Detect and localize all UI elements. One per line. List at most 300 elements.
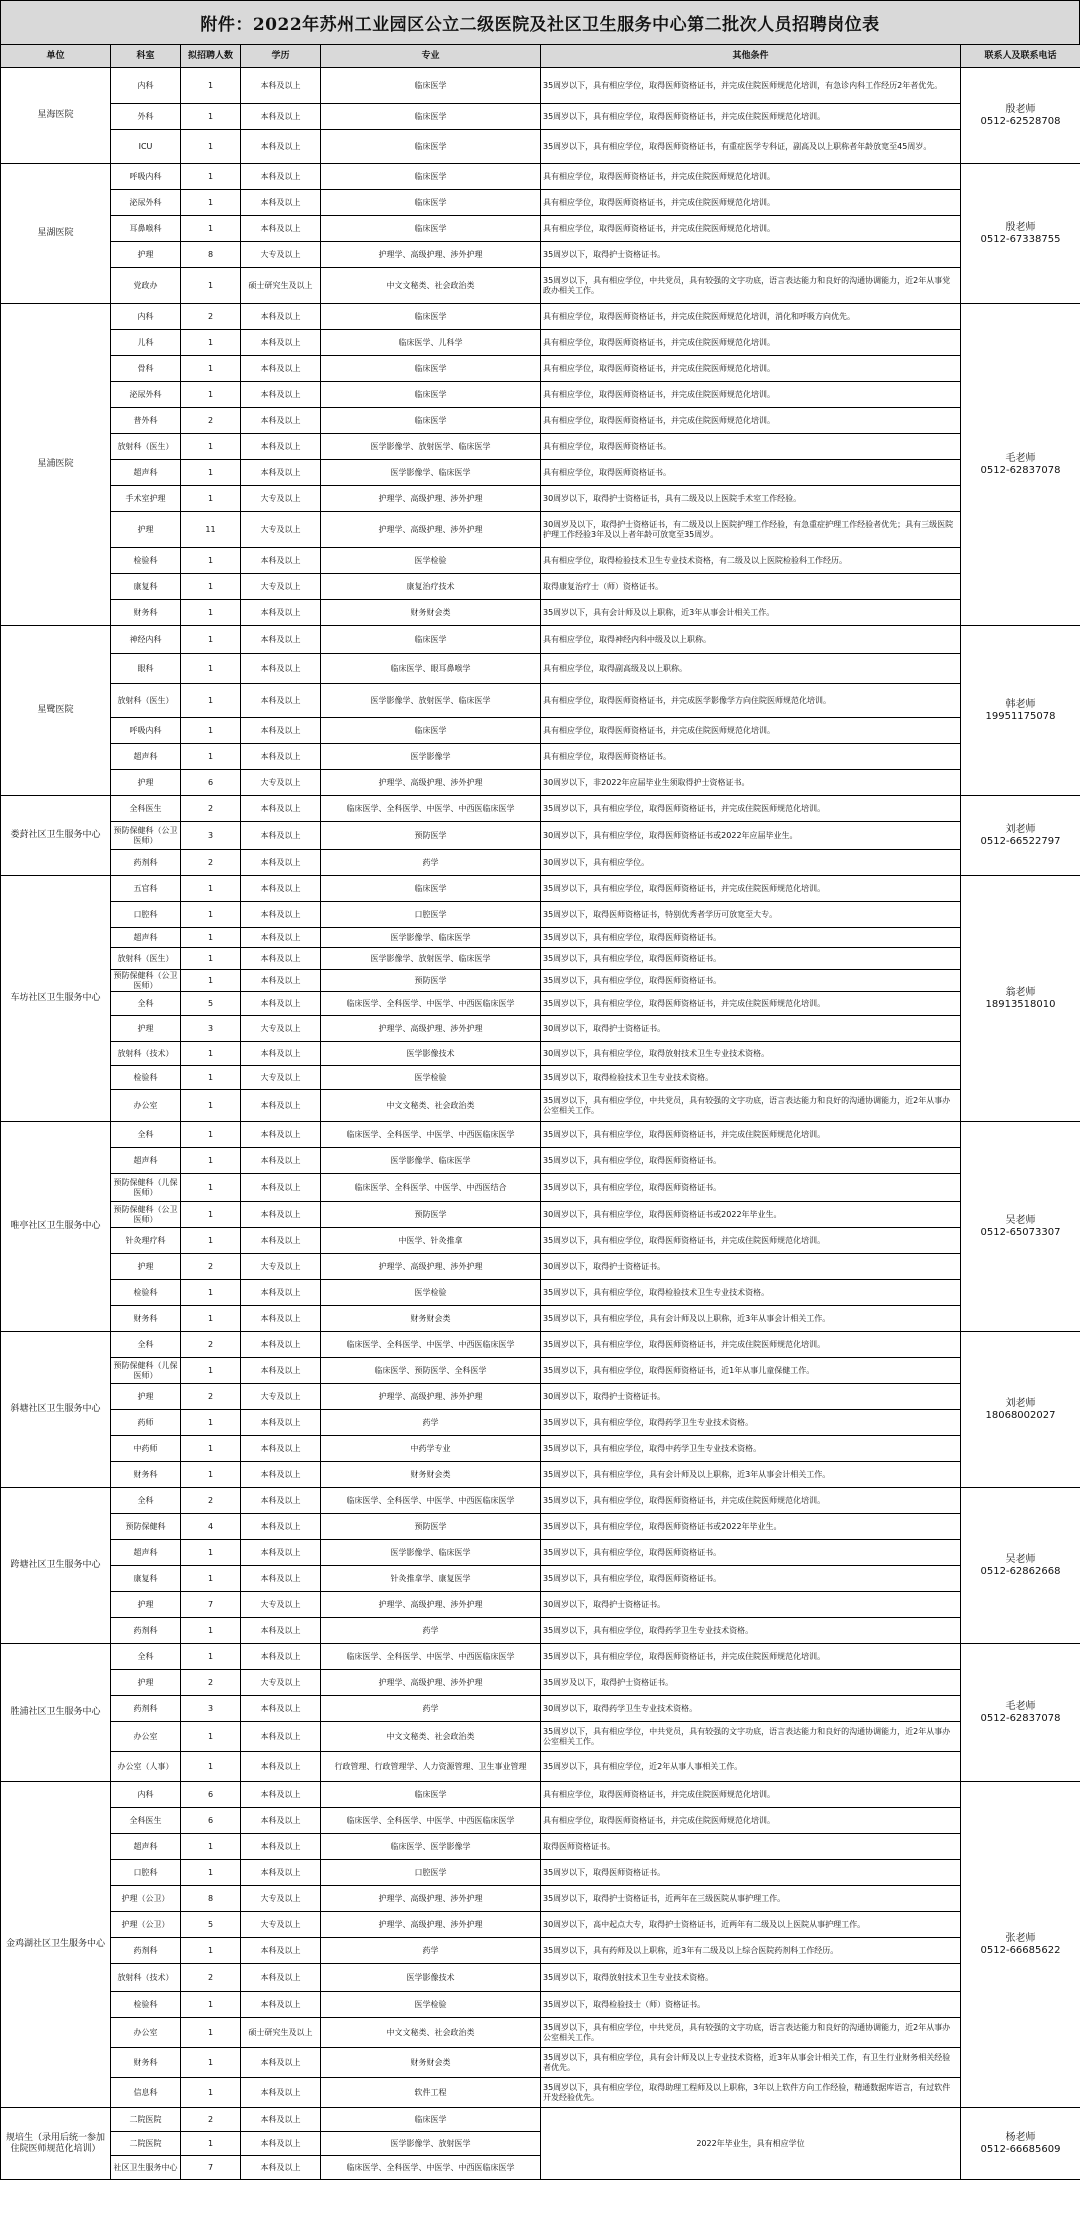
cond-cell: 30周岁以下，取得护士资格证书。 — [541, 1592, 961, 1618]
edu-cell: 本科及以上 — [241, 548, 321, 574]
edu-cell: 本科及以上 — [241, 130, 321, 164]
contact-phone: 0512-67338755 — [980, 233, 1061, 245]
major-cell: 临床医学 — [321, 382, 541, 408]
dept-cell: 手术室护理 — [111, 486, 181, 512]
table-row — [1, 1090, 1080, 1122]
cond-cell: 35周岁以下，取得医师资格证书，特别优秀者学历可放宽至大专。 — [541, 902, 961, 928]
major-cell: 护理学、高级护理、涉外护理 — [321, 1912, 541, 1938]
contact-phone: 0512-62837078 — [980, 464, 1061, 476]
num-cell: 2 — [181, 1254, 241, 1280]
edu-cell: 本科及以上 — [241, 1514, 321, 1540]
num-cell: 2 — [181, 850, 241, 876]
num-cell: 6 — [181, 770, 241, 796]
dept-cell: 内科 — [111, 68, 181, 104]
num-cell: 8 — [181, 1886, 241, 1912]
major-cell: 临床医学 — [321, 190, 541, 216]
num-cell: 1 — [181, 190, 241, 216]
table-row — [1, 970, 1080, 992]
cond-cell: 具有相应学位，取得医师资格证书，并完成住院医师规范化培训。 — [541, 382, 961, 408]
major-cell: 预防医学 — [321, 1202, 541, 1228]
contact-phone: 0512-66685609 — [980, 2143, 1061, 2155]
num-cell: 4 — [181, 1514, 241, 1540]
table-row — [1, 1808, 1080, 1834]
cond-cell: 具有相应学位，取得医师资格证书，并完成住院医师规范化培训。 — [541, 1782, 961, 1808]
num-cell: 1 — [181, 1358, 241, 1384]
table-row — [1, 1436, 1080, 1462]
cond-cell: 35周岁以下，具有相应学位，取得医师资格证书，并完成住院医师规范化培训，有急诊内科工作经历2年者优先。 — [541, 68, 961, 104]
edu-cell: 本科及以上 — [241, 1992, 321, 2018]
major-cell: 临床医学 — [321, 626, 541, 654]
table-row — [1, 1066, 1080, 1090]
cond-cell: 2022年毕业生，具有相应学位 — [541, 2108, 961, 2180]
major-cell: 中文文秘类、社会政治类 — [321, 2018, 541, 2048]
dept-cell: 药剂科 — [111, 850, 181, 876]
major-cell: 临床医学、全科医学、中医学、中西医临床医学 — [321, 1332, 541, 1358]
table-row — [1, 744, 1080, 770]
num-cell: 1 — [181, 1938, 241, 1964]
major-cell: 临床医学、全科医学、中医学、中西医临床医学 — [321, 992, 541, 1016]
num-cell: 1 — [181, 460, 241, 486]
table-row — [1, 382, 1080, 408]
unit-cell: 金鸡湖社区卫生服务中心 — [1, 1782, 111, 2108]
num-cell: 2 — [181, 796, 241, 822]
major-cell: 临床医学、全科医学、中医学、中西医临床医学 — [321, 1488, 541, 1514]
edu-cell: 本科及以上 — [241, 1148, 321, 1174]
num-cell: 1 — [181, 626, 241, 654]
table-row — [1, 1174, 1080, 1202]
table-row — [1, 1228, 1080, 1254]
contact-name: 刘老师 — [1005, 823, 1036, 835]
dept-cell: 超声科 — [111, 744, 181, 770]
major-cell: 财务财会类 — [321, 600, 541, 626]
edu-cell: 本科及以上 — [241, 408, 321, 434]
cond-cell: 35周岁以下，具有相应学位，取得医师资格证书。 — [541, 970, 961, 992]
table-row — [1, 1280, 1080, 1306]
contact-phone: 0512-62837078 — [980, 1712, 1061, 1724]
num-cell: 1 — [181, 1122, 241, 1148]
edu-cell: 本科及以上 — [241, 1566, 321, 1592]
edu-cell: 本科及以上 — [241, 1782, 321, 1808]
table-row — [1, 1752, 1080, 1782]
major-cell: 临床医学 — [321, 104, 541, 130]
table-row — [1, 1122, 1080, 1148]
dept-cell: 康复科 — [111, 1566, 181, 1592]
cond-cell: 35周岁以下，具有相应学位，取得医师资格证书，有重症医学专科证，副高及以上职称者年龄放宽至45周岁。 — [541, 130, 961, 164]
edu-cell: 本科及以上 — [241, 104, 321, 130]
cond-cell: 35周岁以下，具有相应学位，取得医师资格证书。 — [541, 1566, 961, 1592]
dept-cell: 社区卫生服务中心 — [111, 2156, 181, 2180]
table-row — [1, 1384, 1080, 1410]
cond-cell: 35周岁以下，具有相应学位，中共党员，具有较强的文字功底，语言表达能力和良好的沟通协调能力，近2年从事办公室相关工作。 — [541, 1722, 961, 1752]
cond-cell: 具有相应学位，取得医师资格证书。 — [541, 434, 961, 460]
dept-cell: 内科 — [111, 304, 181, 330]
header-major: 专业 — [321, 45, 541, 68]
num-cell: 2 — [181, 1384, 241, 1410]
table-row — [1, 902, 1080, 928]
dept-cell: 财务科 — [111, 600, 181, 626]
contact-name: 毛老师 — [1005, 1700, 1036, 1712]
table-row — [1, 190, 1080, 216]
dept-cell: 预防保健科（公卫医师） — [111, 822, 181, 850]
dept-cell: 预防保健科（公卫医师） — [111, 970, 181, 992]
dept-cell: 预防保健科（公卫医师） — [111, 1202, 181, 1228]
num-cell: 1 — [181, 1618, 241, 1644]
table-row — [1, 1462, 1080, 1488]
edu-cell: 本科及以上 — [241, 684, 321, 718]
edu-cell: 硕士研究生及以上 — [241, 268, 321, 304]
edu-cell: 大专及以上 — [241, 1254, 321, 1280]
edu-cell: 本科及以上 — [241, 330, 321, 356]
num-cell: 1 — [181, 548, 241, 574]
table-row — [1, 684, 1080, 718]
cond-cell: 30周岁以下，具有相应学位。 — [541, 850, 961, 876]
dept-cell: 预防保健科 — [111, 1514, 181, 1540]
major-cell: 医学检验 — [321, 1992, 541, 2018]
table-row — [1, 1488, 1080, 1514]
edu-cell: 本科及以上 — [241, 216, 321, 242]
cond-cell: 30周岁以下，具有相应学位，取得医师资格证书或2022年毕业生。 — [541, 1202, 961, 1228]
contact-name: 吴老师 — [1005, 1214, 1036, 1226]
table-row — [1, 1202, 1080, 1228]
dept-cell: ICU — [111, 130, 181, 164]
cond-cell: 35周岁以下，具有相应学位，取得助理工程师及以上职称，3年以上软件方向工作经验，精通数据库语言，有过软件开发经验优先。 — [541, 2078, 961, 2108]
num-cell: 1 — [181, 356, 241, 382]
dept-cell: 放射科（医生） — [111, 684, 181, 718]
table-row — [1, 2048, 1080, 2078]
major-cell: 临床医学 — [321, 304, 541, 330]
dept-cell: 呼吸内科 — [111, 164, 181, 190]
table-row — [1, 548, 1080, 574]
dept-cell: 检验科 — [111, 1280, 181, 1306]
table-row — [1, 1618, 1080, 1644]
dept-cell: 超声科 — [111, 1834, 181, 1860]
num-cell: 1 — [181, 902, 241, 928]
contact-phone: 18913518010 — [985, 998, 1056, 1010]
major-cell: 中文文秘类、社会政治类 — [321, 268, 541, 304]
unit-cell: 娄葑社区卫生服务中心 — [1, 796, 111, 876]
edu-cell: 本科及以上 — [241, 2108, 321, 2132]
contact-phone: 18068002027 — [985, 1409, 1056, 1421]
unit-cell: 斜塘社区卫生服务中心 — [1, 1332, 111, 1488]
dept-cell: 放射科（技术） — [111, 1042, 181, 1066]
edu-cell: 本科及以上 — [241, 1752, 321, 1782]
edu-cell: 本科及以上 — [241, 626, 321, 654]
cond-cell: 具有相应学位，取得医师资格证书，并完成住院医师规范化培训。 — [541, 718, 961, 744]
table-row — [1, 1782, 1080, 1808]
major-cell: 针灸推拿学、康复医学 — [321, 1566, 541, 1592]
major-cell: 医学检验 — [321, 548, 541, 574]
num-cell: 1 — [181, 330, 241, 356]
unit-cell: 星浦医院 — [1, 304, 111, 626]
edu-cell: 本科及以上 — [241, 1280, 321, 1306]
dept-cell: 护理 — [111, 1670, 181, 1696]
num-cell: 1 — [181, 1992, 241, 2018]
major-cell: 中文文秘类、社会政治类 — [321, 1090, 541, 1122]
edu-cell: 本科及以上 — [241, 2078, 321, 2108]
contact-cell — [961, 1644, 1080, 1782]
cond-cell: 具有相应学位，取得医师资格证书，并完成住院医师规范化培训。 — [541, 190, 961, 216]
table-row — [1, 130, 1080, 164]
table-row — [1, 1912, 1080, 1938]
dept-cell: 全科 — [111, 1332, 181, 1358]
dept-cell: 全科 — [111, 992, 181, 1016]
major-cell: 中药学专业 — [321, 1436, 541, 1462]
table-row — [1, 460, 1080, 486]
major-cell: 行政管理、行政管理学、人力资源管理、卫生事业管理 — [321, 1752, 541, 1782]
dept-cell: 普外科 — [111, 408, 181, 434]
cond-cell: 具有相应学位，取得医师资格证书，并完成住院医师规范化培训，消化和呼吸方向优先。 — [541, 304, 961, 330]
dept-cell: 检验科 — [111, 548, 181, 574]
contact-cell — [961, 1488, 1080, 1644]
edu-cell: 本科及以上 — [241, 744, 321, 770]
major-cell: 医学影像学、放射医学、临床医学 — [321, 948, 541, 970]
major-cell: 医学检验 — [321, 1066, 541, 1090]
cond-cell: 30周岁以下，具有相应学位，取得放射技术卫生专业技术资格。 — [541, 1042, 961, 1066]
dept-cell: 全科医生 — [111, 1808, 181, 1834]
num-cell: 2 — [181, 304, 241, 330]
cond-cell: 30周岁以下，高中起点大专，取得护士资格证书，近两年有二级及以上医院从事护理工作。 — [541, 1912, 961, 1938]
table-row — [1, 1566, 1080, 1592]
major-cell: 医学影像学、放射医学、临床医学 — [321, 684, 541, 718]
num-cell: 3 — [181, 822, 241, 850]
table-row — [1, 1016, 1080, 1042]
table-row — [1, 654, 1080, 684]
cond-cell: 具有相应学位，取得检验技术卫生专业技术资格，有二级及以上医院检验科工作经历。 — [541, 548, 961, 574]
cond-cell: 35周岁以下，具有相应学位，取得医师资格证书。 — [541, 948, 961, 970]
major-cell: 临床医学 — [321, 2108, 541, 2132]
num-cell: 2 — [181, 1670, 241, 1696]
major-cell: 护理学、高级护理、涉外护理 — [321, 1254, 541, 1280]
edu-cell: 大专及以上 — [241, 1912, 321, 1938]
dept-cell: 药剂科 — [111, 1938, 181, 1964]
dept-cell: 超声科 — [111, 460, 181, 486]
edu-cell: 本科及以上 — [241, 1618, 321, 1644]
unit-cell: 星海医院 — [1, 68, 111, 164]
dept-cell: 中药师 — [111, 1436, 181, 1462]
cond-cell: 具有相应学位，取得医师资格证书，并完成住院医师规范化培训。 — [541, 356, 961, 382]
dept-cell: 口腔科 — [111, 902, 181, 928]
cond-cell: 35周岁以下，具有相应学位，取得医师资格证书，并完成住院医师规范化培训。 — [541, 1122, 961, 1148]
table-row — [1, 948, 1080, 970]
major-cell: 临床医学 — [321, 1782, 541, 1808]
major-cell: 临床医学、全科医学、中医学、中西医临床医学 — [321, 796, 541, 822]
dept-cell: 信息科 — [111, 2078, 181, 2108]
unit-cell: 胜浦社区卫生服务中心 — [1, 1644, 111, 1782]
num-cell: 1 — [181, 684, 241, 718]
cond-cell: 35周岁以下，具有相应学位，取得医师资格证书，并完成住院医师规范化培训。 — [541, 1644, 961, 1670]
table-row — [1, 574, 1080, 600]
edu-cell: 本科及以上 — [241, 164, 321, 190]
cond-cell: 35周岁以下，取得医师资格证书。 — [541, 1860, 961, 1886]
edu-cell: 本科及以上 — [241, 1174, 321, 1202]
major-cell: 药学 — [321, 1410, 541, 1436]
edu-cell: 硕士研究生及以上 — [241, 2018, 321, 2048]
num-cell: 1 — [181, 654, 241, 684]
major-cell: 预防医学 — [321, 1514, 541, 1540]
cond-cell: 35周岁以下，具有相应学位，取得医师资格证书。 — [541, 1174, 961, 1202]
table-row — [1, 268, 1080, 304]
dept-cell: 泌尿外科 — [111, 382, 181, 408]
cond-cell: 35周岁以下，具有相应学位，取得医师资格证书，并完成住院医师规范化培训。 — [541, 1488, 961, 1514]
edu-cell: 本科及以上 — [241, 654, 321, 684]
dept-cell: 护理 — [111, 1592, 181, 1618]
table-row — [1, 1696, 1080, 1722]
num-cell: 6 — [181, 1782, 241, 1808]
edu-cell: 本科及以上 — [241, 1228, 321, 1254]
major-cell: 临床医学 — [321, 718, 541, 744]
major-cell: 护理学、高级护理、涉外护理 — [321, 1016, 541, 1042]
dept-cell: 预防保健科（儿保医师） — [111, 1174, 181, 1202]
cond-cell: 具有相应学位，取得医师资格证书，并完成住院医师规范化培训。 — [541, 164, 961, 190]
dept-cell: 放射科（技术） — [111, 1964, 181, 1992]
dept-cell: 眼科 — [111, 654, 181, 684]
num-cell: 1 — [181, 1066, 241, 1090]
num-cell: 1 — [181, 1722, 241, 1752]
edu-cell: 本科及以上 — [241, 822, 321, 850]
unit-cell: 星鹭医院 — [1, 626, 111, 796]
major-cell: 中文文秘类、社会政治类 — [321, 1722, 541, 1752]
dept-cell: 护理 — [111, 1254, 181, 1280]
table-row — [1, 512, 1080, 548]
table-row — [1, 1992, 1080, 2018]
unit-cell: 车坊社区卫生服务中心 — [1, 876, 111, 1122]
contact-name: 杨老师 — [1005, 2131, 1036, 2143]
contact-cell — [961, 1122, 1080, 1332]
dept-cell: 预防保健科（儿保医师） — [111, 1358, 181, 1384]
cond-cell: 35周岁以下，具有相应学位，中共党员，具有较强的文字功底，语言表达能力和良好的沟通协调能力，近2年从事办公室相关工作。 — [541, 1090, 961, 1122]
contact-cell — [961, 2108, 1080, 2180]
major-cell: 临床医学、医学影像学 — [321, 1834, 541, 1860]
cond-cell: 35周岁以下，取得护士资格证书，近两年在三级医院从事护理工作。 — [541, 1886, 961, 1912]
major-cell: 医学影像学、放射医学、临床医学 — [321, 434, 541, 460]
table-row — [1, 1042, 1080, 1066]
dept-cell: 康复科 — [111, 574, 181, 600]
table-row — [1, 68, 1080, 104]
num-cell: 1 — [181, 1202, 241, 1228]
major-cell: 临床医学、眼耳鼻喉学 — [321, 654, 541, 684]
edu-cell: 本科及以上 — [241, 1306, 321, 1332]
major-cell: 医学影像技术 — [321, 1042, 541, 1066]
num-cell: 1 — [181, 1148, 241, 1174]
dept-cell: 护理 — [111, 1384, 181, 1410]
table-row — [1, 1254, 1080, 1280]
num-cell: 1 — [181, 1644, 241, 1670]
dept-cell: 耳鼻喉科 — [111, 216, 181, 242]
num-cell: 1 — [181, 1280, 241, 1306]
table-row — [1, 718, 1080, 744]
edu-cell: 本科及以上 — [241, 356, 321, 382]
num-cell: 1 — [181, 2018, 241, 2048]
num-cell: 3 — [181, 1696, 241, 1722]
contact-name: 翁老师 — [1005, 986, 1036, 998]
contact-name: 吴老师 — [1005, 1553, 1036, 1565]
num-cell: 1 — [181, 744, 241, 770]
dept-cell: 超声科 — [111, 928, 181, 948]
edu-cell: 本科及以上 — [241, 304, 321, 330]
contact-name: 殷老师 — [1005, 103, 1036, 115]
cond-cell: 35周岁以下，具有相应学位，取得检验技术卫生专业技术资格。 — [541, 1280, 961, 1306]
num-cell: 7 — [181, 2156, 241, 2180]
major-cell: 护理学、高级护理、涉外护理 — [321, 1670, 541, 1696]
cond-cell: 具有相应学位，取得医师资格证书，并完成住院医师规范化培训。 — [541, 216, 961, 242]
num-cell: 1 — [181, 2048, 241, 2078]
cond-cell: 具有相应学位，取得医师资格证书，并完成住院医师规范化培训。 — [541, 408, 961, 434]
major-cell: 口腔医学 — [321, 902, 541, 928]
recruitment-table — [0, 44, 1080, 2180]
contact-cell — [961, 626, 1080, 796]
major-cell: 临床医学 — [321, 130, 541, 164]
dept-cell: 口腔科 — [111, 1860, 181, 1886]
cond-cell: 具有相应学位，取得医师资格证书，并完成住院医师规范化培训。 — [541, 330, 961, 356]
num-cell: 1 — [181, 718, 241, 744]
table-row — [1, 822, 1080, 850]
dept-cell: 护理（公卫） — [111, 1886, 181, 1912]
cond-cell: 30周岁以下，非2022年应届毕业生须取得护士资格证书。 — [541, 770, 961, 796]
cond-cell: 35周岁以下，具有相应学位，取得医师资格证书。 — [541, 928, 961, 948]
dept-cell: 办公室（人事） — [111, 1752, 181, 1782]
cond-cell: 35周岁以下，具有相应学位，取得医师资格证书或2022年毕业生。 — [541, 1514, 961, 1540]
dept-cell: 财务科 — [111, 1306, 181, 1332]
cond-cell: 35周岁以下，具有相应学位，取得药学卫生专业技术资格。 — [541, 1410, 961, 1436]
edu-cell: 本科及以上 — [241, 948, 321, 970]
cond-cell: 35周岁以下，具有相应学位，取得医师资格证书，并完成住院医师规范化培训。 — [541, 104, 961, 130]
table-row — [1, 1722, 1080, 1752]
edu-cell: 本科及以上 — [241, 1410, 321, 1436]
contact-phone: 0512-66522797 — [980, 835, 1061, 847]
major-cell: 护理学、高级护理、涉外护理 — [321, 486, 541, 512]
cond-cell: 35周岁以下，具有相应学位，中共党员，具有较强的文字功底，语言表达能力和良好的沟通协调能力，近2年从事办公室相关工作。 — [541, 2018, 961, 2048]
header-unit: 单位 — [1, 45, 111, 68]
num-cell: 2 — [181, 1488, 241, 1514]
edu-cell: 大专及以上 — [241, 1670, 321, 1696]
major-cell: 临床医学、全科医学、中医学、中西医临床医学 — [321, 2156, 541, 2180]
edu-cell: 本科及以上 — [241, 2156, 321, 2180]
cond-cell: 30周岁以下，取得药学卫生专业技术资格。 — [541, 1696, 961, 1722]
table-row — [1, 1644, 1080, 1670]
table-row — [1, 600, 1080, 626]
dept-cell: 二院医院 — [111, 2132, 181, 2156]
major-cell: 财务财会类 — [321, 2048, 541, 2078]
contact-cell — [961, 796, 1080, 876]
major-cell: 医学影像学、放射医学 — [321, 2132, 541, 2156]
num-cell: 1 — [181, 1090, 241, 1122]
num-cell: 1 — [181, 68, 241, 104]
dept-cell: 药剂科 — [111, 1618, 181, 1644]
num-cell: 1 — [181, 486, 241, 512]
cond-cell: 35周岁以下，具有相应学位，取得医师资格证书。 — [541, 1540, 961, 1566]
dept-cell: 神经内科 — [111, 626, 181, 654]
dept-cell: 护理 — [111, 242, 181, 268]
page-title: 附件：2022年苏州工业园区公立二级医院及社区卫生服务中心第二批次人员招聘岗位表 — [0, 0, 1080, 44]
cond-cell: 35周岁以下，取得护士资格证书。 — [541, 242, 961, 268]
dept-cell: 呼吸内科 — [111, 718, 181, 744]
num-cell: 1 — [181, 876, 241, 902]
edu-cell: 本科及以上 — [241, 850, 321, 876]
dept-cell: 外科 — [111, 104, 181, 130]
table-row — [1, 992, 1080, 1016]
table-row — [1, 1592, 1080, 1618]
dept-cell: 药剂科 — [111, 1696, 181, 1722]
contact-cell — [961, 1782, 1080, 2108]
table-row — [1, 1514, 1080, 1540]
major-cell: 护理学、高级护理、涉外护理 — [321, 1886, 541, 1912]
major-cell: 临床医学、全科医学、中医学、中西医临床医学 — [321, 1644, 541, 1670]
num-cell: 2 — [181, 1964, 241, 1992]
edu-cell: 本科及以上 — [241, 902, 321, 928]
edu-cell: 大专及以上 — [241, 574, 321, 600]
table-row — [1, 104, 1080, 130]
major-cell: 医学影像学、临床医学 — [321, 460, 541, 486]
